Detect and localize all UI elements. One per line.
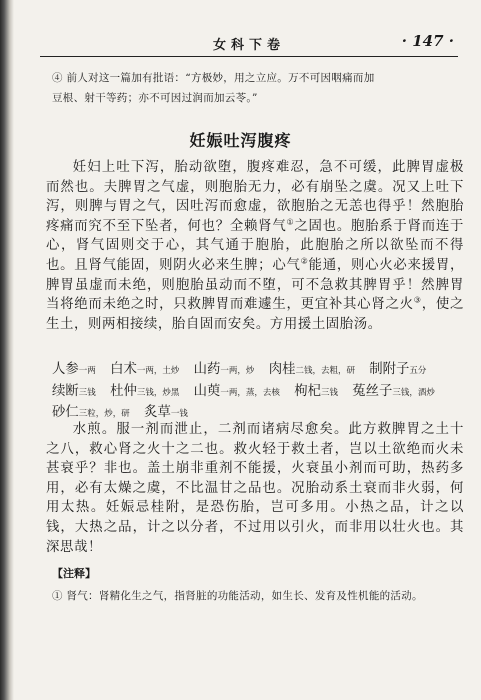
paragraph-1 (46, 158, 464, 334)
herb-dose: 三钱，炒黑 (136, 387, 180, 398)
herb-name: 白术 (110, 362, 137, 377)
herb-name: 砂仁 (52, 405, 79, 421)
herb-name: 菟丝子 (352, 383, 393, 399)
footnote-ref-3[interactable]: ③ (413, 295, 422, 305)
herb-name: 续断 (52, 383, 79, 399)
herb-dose: 一钱 (170, 409, 188, 420)
herb-dose: 五分 (409, 366, 427, 376)
herb-name: 肉桂 (268, 362, 296, 377)
herb-item (144, 405, 188, 420)
herb-name: 炙草 (144, 405, 171, 421)
herb-name: 人参 (52, 362, 79, 377)
annotation-heading: 【注释】 (52, 567, 96, 580)
herb-item (52, 362, 96, 377)
herb-name: 制附子 (369, 362, 410, 377)
herb-name: 山萸 (193, 383, 221, 399)
decoction-paragraph (46, 420, 464, 557)
herb-dose: 一两，蒸，去核 (220, 387, 280, 398)
herb-item (110, 384, 179, 399)
paragraph-1-part-c: 能通，则心火必来援胃，脾胃虽虚而未绝，则胞胎虽动而不堕，可不急救其脾胃乎！然脾胃当将绝而未绝之时，只救脾胃而难遽生，更宜补其心肾之火 (46, 257, 464, 313)
herb-item (369, 362, 426, 377)
recipe-list (52, 360, 464, 425)
herb-dose: 一两，炒 (220, 366, 255, 376)
herb-dose: 一两，土炒 (136, 366, 180, 376)
herb-name: 山药 (193, 362, 221, 377)
decoction-text: 水煎。服一剂而泄止，二剂而诸病尽愈矣。此方救脾胃之土十之八，救心肾之火十之二也。救火轻于救土者，岂以土欲绝而火未甚衰乎？非也。盖土崩非重剂不能援，火衰虽小剂而可助，热药多用，必有太燥之虞，不比温甘之品也。况胎动系土衰而非火弱，何用太热。妊娠忌桂附，是恐伤胎，岂可多用。小热之品，计之以钱，大热之品，计之以分者，不过用以引火，而非用以壮火也。其深思哉！ (46, 422, 464, 555)
herb-item (52, 384, 96, 399)
herb-item (352, 384, 435, 399)
main-paragraph (46, 158, 464, 334)
paragraph-1-part-b: 之固也。胞胎系于肾而连于心，肾气固则交于心，其气通于胞胎，此胞胎之所以欲坠而不得也。且肾气能固，则阴火必来生脾；心气 (46, 218, 464, 273)
footnote-ref-1[interactable]: ① (286, 217, 295, 227)
running-title: 女科下卷 (212, 38, 285, 53)
book-spine-shadow (0, 0, 14, 700)
herb-dose: 三粒，炒，研 (78, 409, 130, 420)
herb-dose: 三钱，酒炒 (392, 387, 435, 398)
herb-name: 杜仲 (110, 383, 137, 399)
paragraph-1-part-d: ，使之生土，则两相接续，胎自固而安矣。方用援土固胎汤。 (46, 297, 464, 332)
footnote-ref-2[interactable]: ② (300, 256, 309, 266)
previous-footnote (52, 68, 462, 108)
herb-item (194, 384, 280, 399)
herb-dose: 三钱 (320, 387, 338, 398)
paragraph-1-part-a: 妊妇上吐下泻，胎动欲堕，腹疼难忍，急不可缓，此脾胃虚极而然也。夫脾胃之气虚，则胞胎无力，必有崩坠之虞。况又上吐下泻，则脾与胃之气，因吐泻而愈虚，欲胞胎之无恙也得乎！然胞胎疼痛而究不至下坠者，何也？全赖肾气 (46, 160, 464, 234)
section-title: 妊娠吐泻腹疼 (189, 131, 292, 150)
footnote-1: ① 肾气：肾精化生之气，指肾脏的功能活动，如生长、发育及性机能的活动。 (52, 590, 423, 602)
herb-item (194, 362, 255, 377)
herb-item (52, 405, 130, 420)
herb-dose: 一两 (78, 366, 96, 376)
previous-footnote-line-1: ④ 前人对这一篇加有批语：“方极妙，用之立应。万不可因咽痛而加 (52, 72, 375, 84)
herb-item (269, 362, 355, 377)
herb-dose: 二钱，去粗，研 (295, 366, 355, 376)
herb-item (294, 384, 338, 399)
previous-footnote-line-2: 豆根、射干等药；亦不可因过润而加云苓。” (52, 92, 258, 104)
herb-name: 枸杞 (294, 383, 321, 399)
herb-item (110, 362, 179, 377)
running-header (40, 30, 458, 58)
header-rule (40, 56, 458, 57)
herb-dose: 三钱 (78, 387, 96, 398)
page-number: · 147 · (401, 32, 454, 50)
